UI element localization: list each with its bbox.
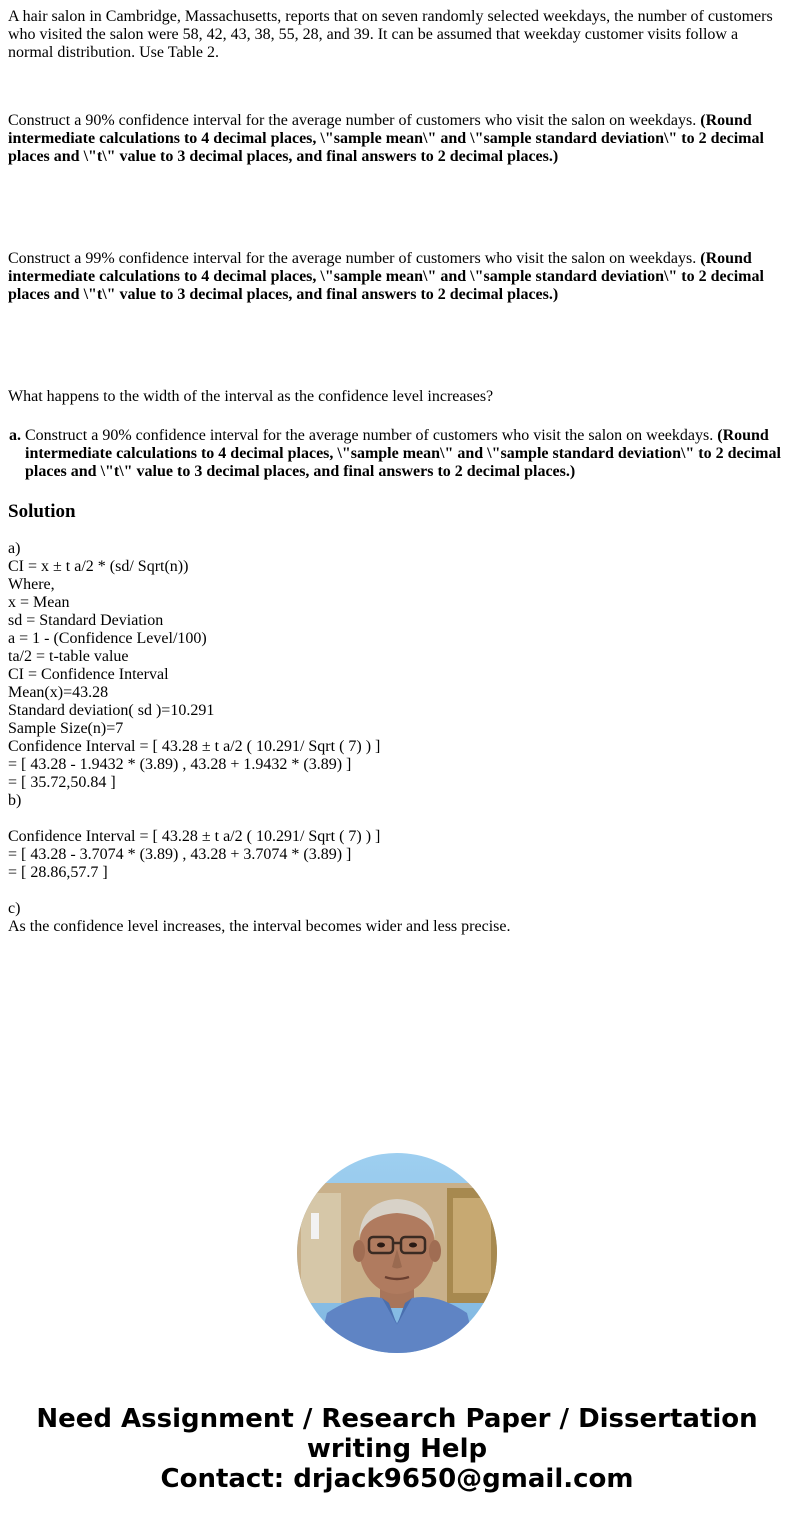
solution-line: Confidence Interval = [ 43.28 ± t a/2 ( 10.291/ Sqrt ( 7) ) ] <box>8 828 381 845</box>
solution-line: sd = Standard Deviation <box>8 612 164 629</box>
part-a-text: Construct a 90% confidence interval for the average number of customers who visit the salon on weekdays. <box>25 427 718 444</box>
problem-intro: A hair salon in Cambridge, Massachusetts, reports that on seven randomly selected weekdays, the number of customers who visited the salon were 58, 42, 43, 38, 55, 28, and 39. It can be assumed that weekday customer visits follow a normal distribution. Use Table 2. <box>8 8 773 61</box>
solution-line: = [ 43.28 - 1.9432 * (3.89) , 43.28 + 1.9432 * (3.89) ] <box>8 756 352 773</box>
part-a-rounding-note: (Round intermediate calculations to 4 decimal places, \"sample mean\" and \"sample standard deviation\" to 2 decimal places and \"t\" value to 3 decimal places, and final answers to 2 decimal places.) <box>25 427 781 480</box>
solution-line: c) <box>8 900 21 917</box>
question-interval-width: What happens to the width of the interval as the confidence level increases? <box>8 388 494 405</box>
solution-line: = [ 35.72,50.84 ] <box>8 774 116 791</box>
solution-body <box>8 540 786 936</box>
question-90-ci <box>8 112 786 166</box>
solution-line: Where, <box>8 576 55 593</box>
promo-line-2: writing Help <box>306 1434 488 1464</box>
question-99-ci-text: Construct a 99% confidence interval for the average number of customers who visit the salon on weekdays. <box>8 250 701 267</box>
solution-line: a = 1 - (Confidence Level/100) <box>8 630 207 647</box>
solution-line: a) <box>8 540 21 557</box>
question-99-ci <box>8 250 786 304</box>
part-a-table <box>6 424 786 484</box>
document-body <box>8 8 786 936</box>
author-avatar <box>297 1153 497 1353</box>
solution-line: CI = x ± t a/2 * (sd/ Sqrt(n)) <box>8 558 189 575</box>
solution-line: CI = Confidence Interval <box>8 666 169 683</box>
solution-line: Standard deviation( sd )=10.291 <box>8 702 215 719</box>
part-a-label: a. <box>9 427 21 444</box>
solution-line <box>8 810 786 828</box>
question-99-ci-rounding-note: (Round intermediate calculations to 4 decimal places, \"sample mean\" and \"sample standard deviation\" to 2 decimal places and \"t\" value to 3 decimal places, and final answers to 2 decimal places.) <box>8 250 764 303</box>
promo-contact-line: Contact: drjack9650@gmail.com <box>160 1464 634 1494</box>
solution-line: b) <box>8 792 22 809</box>
solution-line: As the confidence level increases, the interval becomes wider and less precise. <box>8 918 511 935</box>
solution-line <box>8 882 786 900</box>
solution-line: x = Mean <box>8 594 70 611</box>
solution-line: = [ 43.28 - 3.7074 * (3.89) , 43.28 + 3.7074 * (3.89) ] <box>8 846 352 863</box>
part-a-row <box>8 426 784 482</box>
solution-line: = [ 28.86,57.7 ] <box>8 864 108 881</box>
solution-line: ta/2 = t-table value <box>8 648 129 665</box>
question-90-ci-rounding-note: (Round intermediate calculations to 4 decimal places, \"sample mean\" and \"sample standard deviation\" to 2 decimal places and \"t\" value to 3 decimal places, and final answers to 2 decimal places.) <box>8 112 764 165</box>
solution-line: Confidence Interval = [ 43.28 ± t a/2 ( 10.291/ Sqrt ( 7) ) ] <box>8 738 381 755</box>
author-portrait-icon <box>297 1153 497 1353</box>
question-90-ci-text: Construct a 90% confidence interval for the average number of customers who visit the salon on weekdays. <box>8 112 701 129</box>
promo-line-1: Need Assignment / Research Paper / Dissertation <box>36 1404 758 1434</box>
solution-heading: Solution <box>8 501 76 522</box>
solution-line: Mean(x)=43.28 <box>8 684 109 701</box>
solution-line: Sample Size(n)=7 <box>8 720 124 737</box>
part-a-content <box>24 426 784 482</box>
promo-banner <box>0 1404 794 1494</box>
